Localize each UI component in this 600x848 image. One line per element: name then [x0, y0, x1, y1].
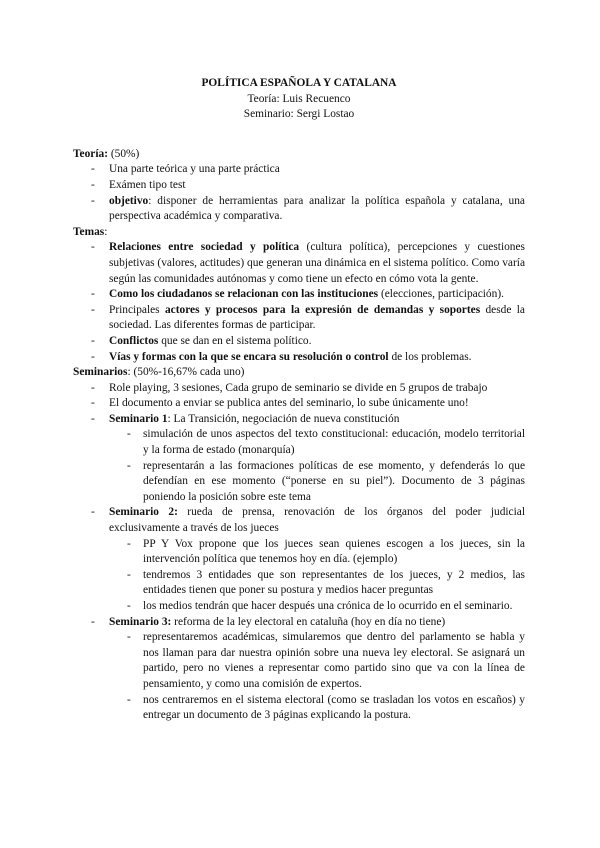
seminario-2-item	[73, 505, 525, 614]
list-item-text: de los problemas.	[388, 350, 472, 363]
list-item	[73, 240, 525, 287]
temas-label: Temas	[73, 225, 105, 238]
list-item	[73, 287, 525, 303]
temas-colon: :	[104, 225, 108, 238]
sub-list-item: - representaremos académicas, simularemos que dentro del parlamento se habla y nos llaman para dar nuestra opinión sobre una nueva ley electoral. Se asignará un partido, pero no vienes a representar como partido sino que va con la línea de pensamiento, y como una comisión de expertos.	[109, 630, 525, 692]
list-item-bold: Seminario 3:	[109, 615, 172, 628]
teoria-label: Teoría:	[73, 147, 109, 160]
list-item-text: rueda de prensa, renovación de los órganos del poder judicial exclusivamente a través de los jueces	[109, 506, 525, 535]
list-item-text: : disponer de herramientas para analizar la política española y catalana, una perspectiva académica y comparativa.	[109, 194, 525, 223]
list-item-text: desde la sociedad. Las diferentes formas de participar.	[109, 303, 525, 332]
list-item-text: (elecciones, participación).	[378, 288, 504, 301]
list-item-text: : La Transición, negociación de nueva constitución	[167, 412, 400, 425]
list-item-bold: Conflictos	[109, 334, 159, 347]
seminario-3-item	[73, 615, 525, 724]
teoria-heading	[73, 147, 525, 163]
list-item-text: Exámen tipo test	[109, 178, 186, 191]
sub-list-item: - los medios tendrán que hacer después una crónica de lo ocurrido en el seminario.	[109, 599, 525, 615]
list-item	[73, 162, 525, 178]
sub-list-item: - PP Y Vox propone que los jueces sean quienes escogen a los jueces, sin la intervención política que tenemos hoy en día. (ejemplo)	[109, 537, 525, 568]
list-item-text: Una parte teórica y una parte práctica	[109, 163, 280, 176]
list-item-bold: actores y procesos para la expresión de demandas y soportes	[164, 303, 481, 316]
seminarios-list	[73, 381, 525, 724]
seminarios-label: Seminarios	[73, 366, 128, 379]
list-item-bold: Relaciones entre sociedad y política	[109, 241, 300, 254]
seminarios-heading	[73, 365, 525, 381]
seminario-3-sublist	[109, 630, 525, 724]
spacer	[73, 123, 525, 147]
list-item	[73, 396, 525, 412]
seminario-1-sublist	[109, 427, 525, 505]
list-item-bold: objetivo	[109, 194, 149, 207]
list-item-text: Principales	[109, 303, 165, 316]
sub-list-item: - tendremos 3 entidades que son representantes de los jueces, y 2 medios, las entidades tienen que poner su postura y medios hacer preguntas	[109, 568, 525, 599]
list-item-text: reforma de la ley electoral en cataluña (hoy en día no tiene)	[171, 615, 446, 628]
document-title: POLÍTICA ESPAÑOLA Y CATALANA	[201, 77, 397, 89]
seminario-instructor: Seminario: Sergi Lostao	[243, 108, 355, 121]
list-item-bold: Vías y formas con la que se encara su resolución o control	[109, 350, 389, 363]
sub-list-item: - representarán a las formaciones políticas de ese momento, y defenderás lo que defendían en ese momento (“ponerse en su piel”). Documento de 3 páginas poniendo la posición sobre este tema	[109, 459, 525, 506]
sub-list-item: - nos centraremos en el sistema electoral (como se trasladan los votos en escaños) y entregar un documento de 3 páginas explicando la postura.	[109, 693, 525, 724]
teoria-instructor: Teoría: Luis Recuenco	[247, 92, 351, 105]
list-item-text: que se dan en el sistema político.	[158, 334, 312, 347]
list-item-bold: Como los ciudadanos se relacionan con las instituciones	[109, 288, 379, 301]
seminario-1-item	[73, 412, 525, 506]
list-item	[73, 381, 525, 397]
list-item-text: El documento a enviar se publica antes del seminario, lo sube únicamente uno!	[109, 397, 469, 410]
seminario-2-sublist	[109, 537, 525, 615]
temas-list	[73, 240, 525, 365]
list-item	[73, 194, 525, 225]
list-item	[73, 178, 525, 194]
list-item-bold: Seminario 2:	[109, 506, 178, 519]
list-item	[73, 334, 525, 350]
list-item-text: (cultura política), percepciones y cuestiones subjetivas (valores, actitudes) que generan una dinámica en el sistema político. Como varía según las comunidades autónomas y como tiene un efecto en cómo vota la gente.	[109, 241, 525, 285]
temas-heading	[73, 225, 525, 241]
sub-list-item: - simulación de unos aspectos del texto constitucional: educación, modelo territorial y la forma de estado (monarquía)	[109, 427, 525, 458]
document-body	[73, 76, 525, 724]
list-item-bold: Seminario 1	[109, 412, 168, 425]
list-item-text: Role playing, 3 sesiones, Cada grupo de seminario se divide en 5 grupos de trabajo	[109, 381, 488, 394]
list-item	[73, 303, 525, 334]
list-item	[73, 350, 525, 366]
teoria-list	[73, 162, 525, 224]
teoria-weight: (50%)	[108, 147, 140, 160]
seminarios-weight: : (50%-16,67% cada uno)	[127, 366, 245, 379]
